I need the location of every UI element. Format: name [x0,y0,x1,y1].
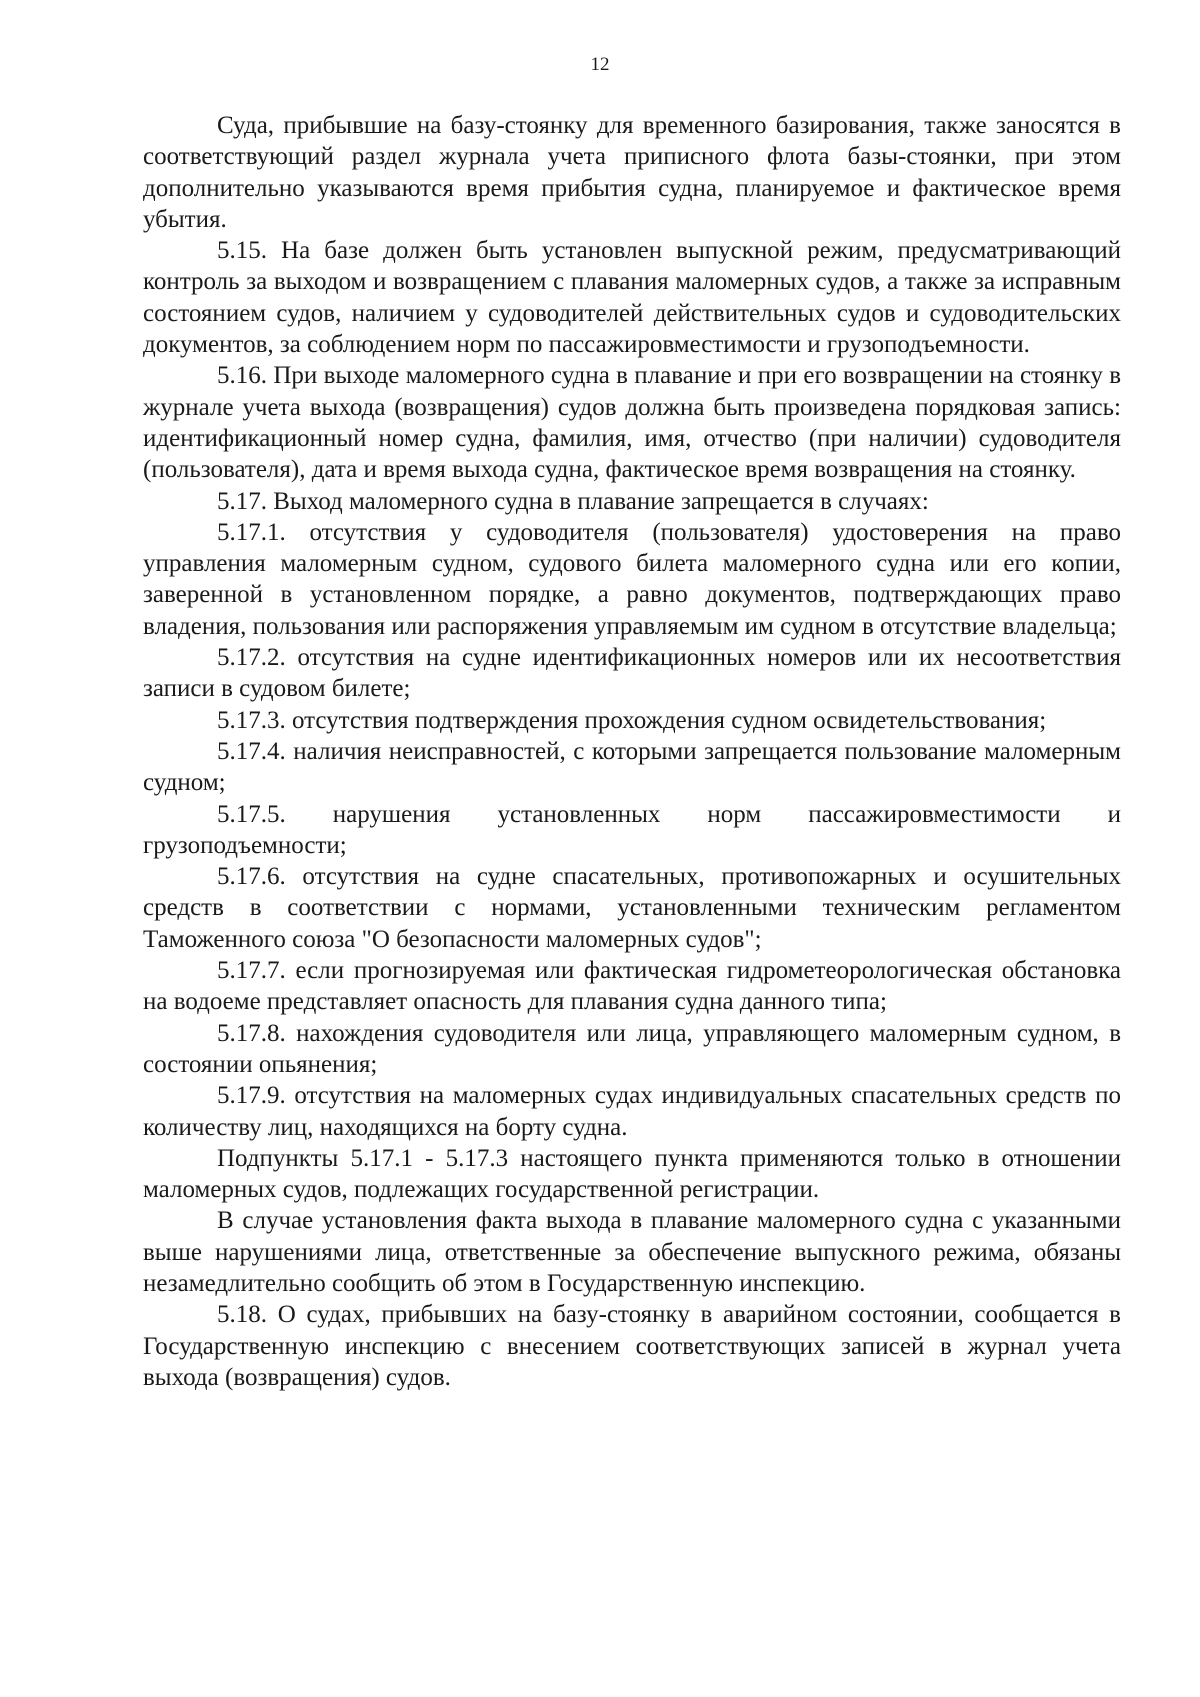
paragraph-5-17: 5.17. Выход маломерного судна в плавание запрещается в случаях: [217,487,929,515]
paragraph-5-17-7: 5.17.7. если прогнозируемая или фактическая гидрометеорологическая обстановка на водоеме представляет опасность для плавания судна данного типа; [143,957,1121,1016]
paragraph-5-18: 5.18. О судах, прибывших на базу-стоянку в аварийном состоянии, сообщается в Государственную инспекцию с внесением соответствующих записей в журнал учета выхода (возвращения) судов. [143,1301,1121,1391]
paragraph-5-16: 5.16. При выходе маломерного судна в плавание и при его возвращении на стоянку в журнале учета выхода (возвращения) судов должна быть произведена порядковая запись: идентификационный номер судна, фамилия, имя, отчество (при наличии) судоводителя (пользователя), дата и время выхода судна, фактическое время возвращения на стоянку. [143,362,1121,484]
page-number: 12 [590,54,610,75]
paragraph-5-17-8: 5.17.8. нахождения судоводителя или лица, управляющего маломерным судном, в состоянии опьянения; [143,1019,1121,1078]
paragraph-5-15: 5.15. На базе должен быть установлен выпускной режим, предусматривающий контроль за выходом и возвращением с плавания маломерных судов, а также за исправным состоянием судов, наличием у судоводителей действительных судов и судоводительских документов, за соблюдением норм по пассажировместимости и грузоподъемности. [143,237,1121,359]
document-body [143,110,1121,1393]
paragraph-temporary-vessels: Суда, прибывшие на базу-стоянку для временного базирования, также заносятся в соответствующий раздел журнала учета приписного флота базы-стоянки, при этом дополнительно указываются время прибытия судна, планируемое и фактическое время убытия. [143,112,1121,233]
paragraph-5-17-3: 5.17.3. отсутствия подтверждения прохождения судном освидетельствования; [217,706,1047,734]
paragraph-5-17-1: 5.17.1. отсутствия у судоводителя (пользователя) удостоверения на право управления маломерным судном, судового билета маломерного судна или его копии, заверенной в установленном порядке, а равно документов, подтверждающих право владения, пользования или распоряжения управляемым им судном в отсутствие владельца; [143,518,1121,640]
paragraph-subpoints-note: Подпункты 5.17.1 - 5.17.3 настоящего пункта применяются только в отношении маломерных судов, подлежащих государственной регистрации. [143,1144,1121,1204]
paragraph-5-17-4: 5.17.4. наличия неисправностей, с которыми запрещается пользование маломерным судном; [143,737,1121,797]
paragraph-5-17-9: 5.17.9. отсутствия на маломерных судах индивидуальных спасательных средств по количеству лиц, находящихся на борту судна. [143,1082,1121,1141]
paragraph-violation-report: В случае установления факта выхода в плавание маломерного судна с указанными выше нарушениями лица, ответственные за обеспечение выпускного режима, обязаны незамедлительно сообщить об этом в Государственную инспекцию. [143,1207,1121,1297]
paragraph-5-17-5: 5.17.5. нарушения установленных норм пассажировместимости и грузоподъемности; [143,800,1121,859]
paragraph-5-17-6: 5.17.6. отсутствия на судне спасательных, противопожарных и осушительных средств в соответствии с нормами, установленными техническим регламентом Таможенного союза "О безопасности маломерных судов"; [143,863,1121,953]
paragraph-5-17-2: 5.17.2. отсутствия на судне идентификационных номеров или их несоответствия записи в судовом билете; [143,644,1121,703]
